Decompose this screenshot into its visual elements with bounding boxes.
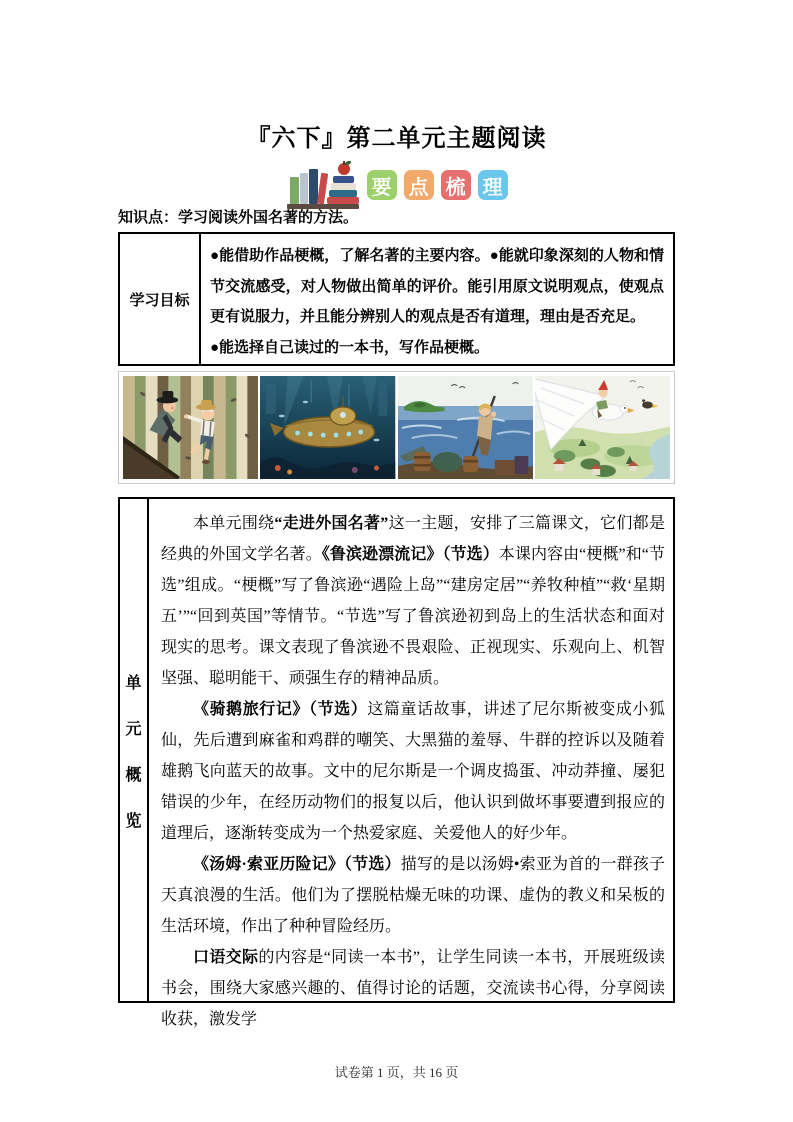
page-number: 试卷第 1 页，共 16 页 bbox=[334, 1065, 459, 1080]
overview-table bbox=[118, 497, 675, 1028]
tom-sawyer-forest-illustration bbox=[123, 376, 258, 479]
overview-header-char: 单 bbox=[125, 674, 142, 692]
badge-shu: 梳 bbox=[441, 170, 471, 200]
key-points-banner bbox=[0, 158, 793, 212]
overview-header-char: 概 bbox=[125, 766, 142, 784]
overview-paragraph: 口语交际的内容是“同读一本书”，让学生同读一本书，开展班级读书会，围绕大家感兴趣的、值得讨论的话题，交流读书心得，分享阅读收获，激发学 bbox=[161, 949, 665, 1028]
overview-paragraph: 本单元围绕“走进外国名著”这一主题，安排了三篇课文，它们都是经典的外国文学名著。《鲁滨逊漂流记》（节选）本课内容由“梗概”和“节选”组成。“梗概”写了鲁滨逊“遇险上岛”“建房定居”“养牧种植”“救‘星期五’”“回到英国”等情节。“节选”写了鲁滨逊初到岛上的生活状态和面对现实的思考。课文表现了鲁滨逊不畏艰险、正视现实、乐观向上、机智坚强、聪明能干、顽强生存的精神品质。 bbox=[161, 515, 665, 687]
badge-li: 理 bbox=[478, 170, 508, 200]
overview-header-vertical bbox=[120, 499, 149, 1001]
objectives-table bbox=[118, 232, 675, 366]
badge-yao: 要 bbox=[367, 170, 397, 200]
badge-dian: 点 bbox=[404, 170, 434, 200]
objective-item: ●能选择自己读过的一本书，写作品梗概。 bbox=[210, 338, 490, 356]
nautilus-submarine-illustration bbox=[260, 376, 395, 479]
overview-paragraph: 《汤姆·索亚历险记》（节选）描写的是以汤姆•索亚为首的一群孩子天真浪漫的生活。他们为了摆脱枯燥无味的功课、虚伪的教义和呆板的生活环境，作出了种种冒险经历。 bbox=[161, 856, 665, 935]
overview-paragraph: 《骑鹅旅行记》（节选）这篇童话故事，讲述了尼尔斯被变成小狐仙，先后遭到麻雀和鸡群的嘲笑、大黑猫的羞辱、牛群的控诉以及随着雄鹅飞向蓝天的故事。文中的尼尔斯是一个调皮捣蛋、冲动莽撞、屡犯错误的少年，在经历动物们的报复以后，他认识到做坏事要遭到报应的道理后，逐渐转变成为一个热爱家庭、关爱他人的好少年。 bbox=[161, 701, 665, 842]
overview-header-char: 览 bbox=[125, 812, 142, 830]
illustration-strip bbox=[118, 371, 675, 484]
robinson-crusoe-raft-illustration bbox=[398, 376, 533, 479]
books-stack-icon bbox=[286, 159, 360, 211]
objective-item: ●能借助作品梗概，了解名著的主要内容。●能就印象深刻的人物和情节交流感受，对人物做出简单的评价。能引用原文说明观点，使观点更有说服力，并且能分辨别人的观点是否有道理，理由是否充足。 bbox=[210, 247, 664, 325]
knowledge-point: 知识点：学习阅读外国名著的方法。 bbox=[118, 209, 359, 226]
objectives-header: 学习目标 bbox=[120, 234, 201, 364]
page-title: 『六下』第二单元主题阅读 bbox=[246, 125, 547, 152]
overview-body bbox=[149, 499, 673, 1028]
nils-goose-flight-illustration bbox=[535, 376, 670, 479]
overview-header-char: 元 bbox=[125, 720, 142, 738]
objectives-body bbox=[201, 234, 673, 364]
